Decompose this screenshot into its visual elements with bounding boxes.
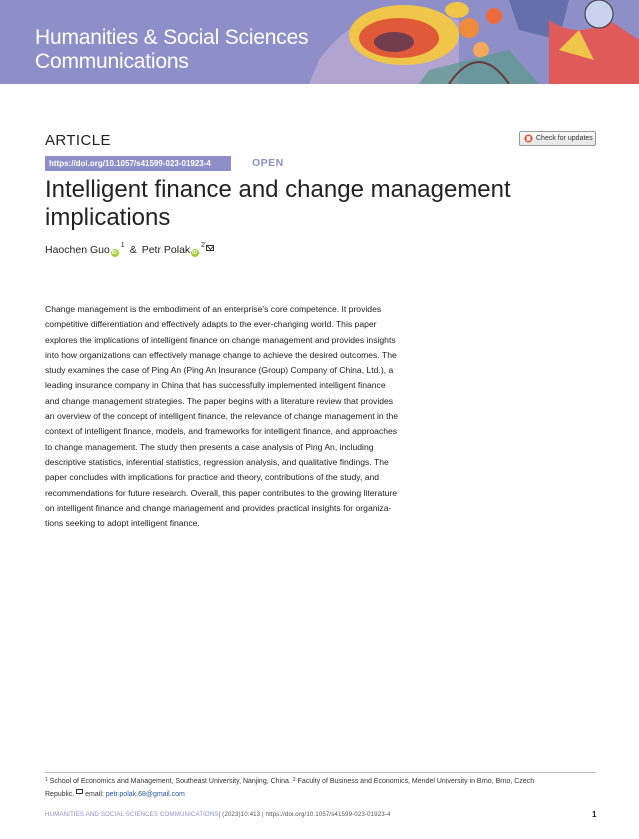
abstract-line: on intelligent finance and change management and provides practical insights for organiza- [45,502,392,513]
article-title [45,176,565,232]
abstract-line: and change management strategies. The paper begins with a literature review that provides [45,395,394,406]
journal-title-line1: Humanities & Social Sciences [35,26,309,49]
affiliation-text: School of Economics and Management, Southeast University, Nanjing, China. [49,778,291,785]
article-type-label: ARTICLE [45,132,111,149]
abstract-line: an overview of the concept of intelligent finance, the relevance of change management in the [45,411,399,422]
abstract-line: Change management is the embodiment of an enterprise’s core competence. It provides [45,304,382,314]
abstract-line: tions seeking to adopt intelligent finance. [45,518,200,529]
affiliation-text: Republic. [45,790,75,798]
abstract-line: leading insurance company in China that has successfully implemented intelligent finance [45,380,386,391]
journal-title[interactable] [35,26,308,74]
abstract-line: explores the implications of intelligent finance on change management and provides insights [45,334,396,345]
footer-journal-name[interactable]: HUMANITIES AND SOCIAL SCIENCES COMMUNICATIONS [45,811,219,818]
abstract [45,302,440,531]
author-list [45,244,214,256]
journal-banner [0,0,639,84]
page-number: 1 [592,810,597,819]
email-label: email: [85,790,104,798]
affiliation-marker: 1 [120,242,125,249]
author-name[interactable]: Petr Polak [141,244,191,256]
check-for-updates-button[interactable] [519,131,596,146]
abstract-line: study examines the case of Ping An (Ping An Insurance (Group) Company of China, Ltd.), a [45,365,394,376]
abstract-line: recommendations for future research. Overall, this paper contributes to the growing literature [45,487,398,498]
orcid-icon[interactable] [191,249,199,257]
footer-citation: | (2023)10:413 | https://doi.org/10.1057/s41599-023-01923-4 [218,811,391,818]
orcid-icon[interactable] [111,249,119,257]
abstract-line: to change management. The study then presents a case analysis of Ping An, including [45,441,374,452]
mail-icon [76,789,83,794]
article-title-line2: implications [45,204,171,231]
banner-artwork [309,0,639,84]
journal-title-line2: Communications [35,50,189,73]
check-updates-icon [524,134,533,143]
article-title-line1: Intelligent finance and change management [45,176,511,203]
email-link[interactable]: petr.polak.68@gmail.com [105,790,185,798]
abstract-line: into how organizations can effectively manage change to achieve the desired outcomes. The [45,349,397,360]
abstract-line: context of intelligent finance, models, and frameworks for intelligent finance, and approaches [45,426,398,437]
affiliation-number: 1 [45,777,48,783]
abstract-line: paper concludes with implications for practice and theory, contributions of the study, and [45,472,380,483]
affiliation-text: Faculty of Business and Economics, Mendel University in Brno, Brno, Czech [297,778,535,785]
affiliation-number: 2 [292,777,296,783]
author-separator: & [129,244,137,256]
affiliations-footnote [45,776,600,800]
footnote-divider [45,772,596,773]
affiliation-marker: 2 [201,242,206,249]
page-footer [45,811,391,818]
author-name[interactable]: Haochen Guo [45,244,110,256]
footnote-line [45,789,600,801]
doi-link[interactable]: https://doi.org/10.1057/s41599-023-01923-4 [45,156,231,171]
check-updates-label: Check for updates [536,135,593,142]
abstract-line: competitive differentiation and effectively adapts to the ever-changing world. This paper [45,319,377,330]
footnote-line [45,776,600,789]
email-envelope-icon[interactable] [206,245,214,251]
open-access-label: OPEN [252,157,284,169]
abstract-line: descriptive statistics, inferential statistics, regression analysis, and qualitative findings. The [45,456,389,467]
